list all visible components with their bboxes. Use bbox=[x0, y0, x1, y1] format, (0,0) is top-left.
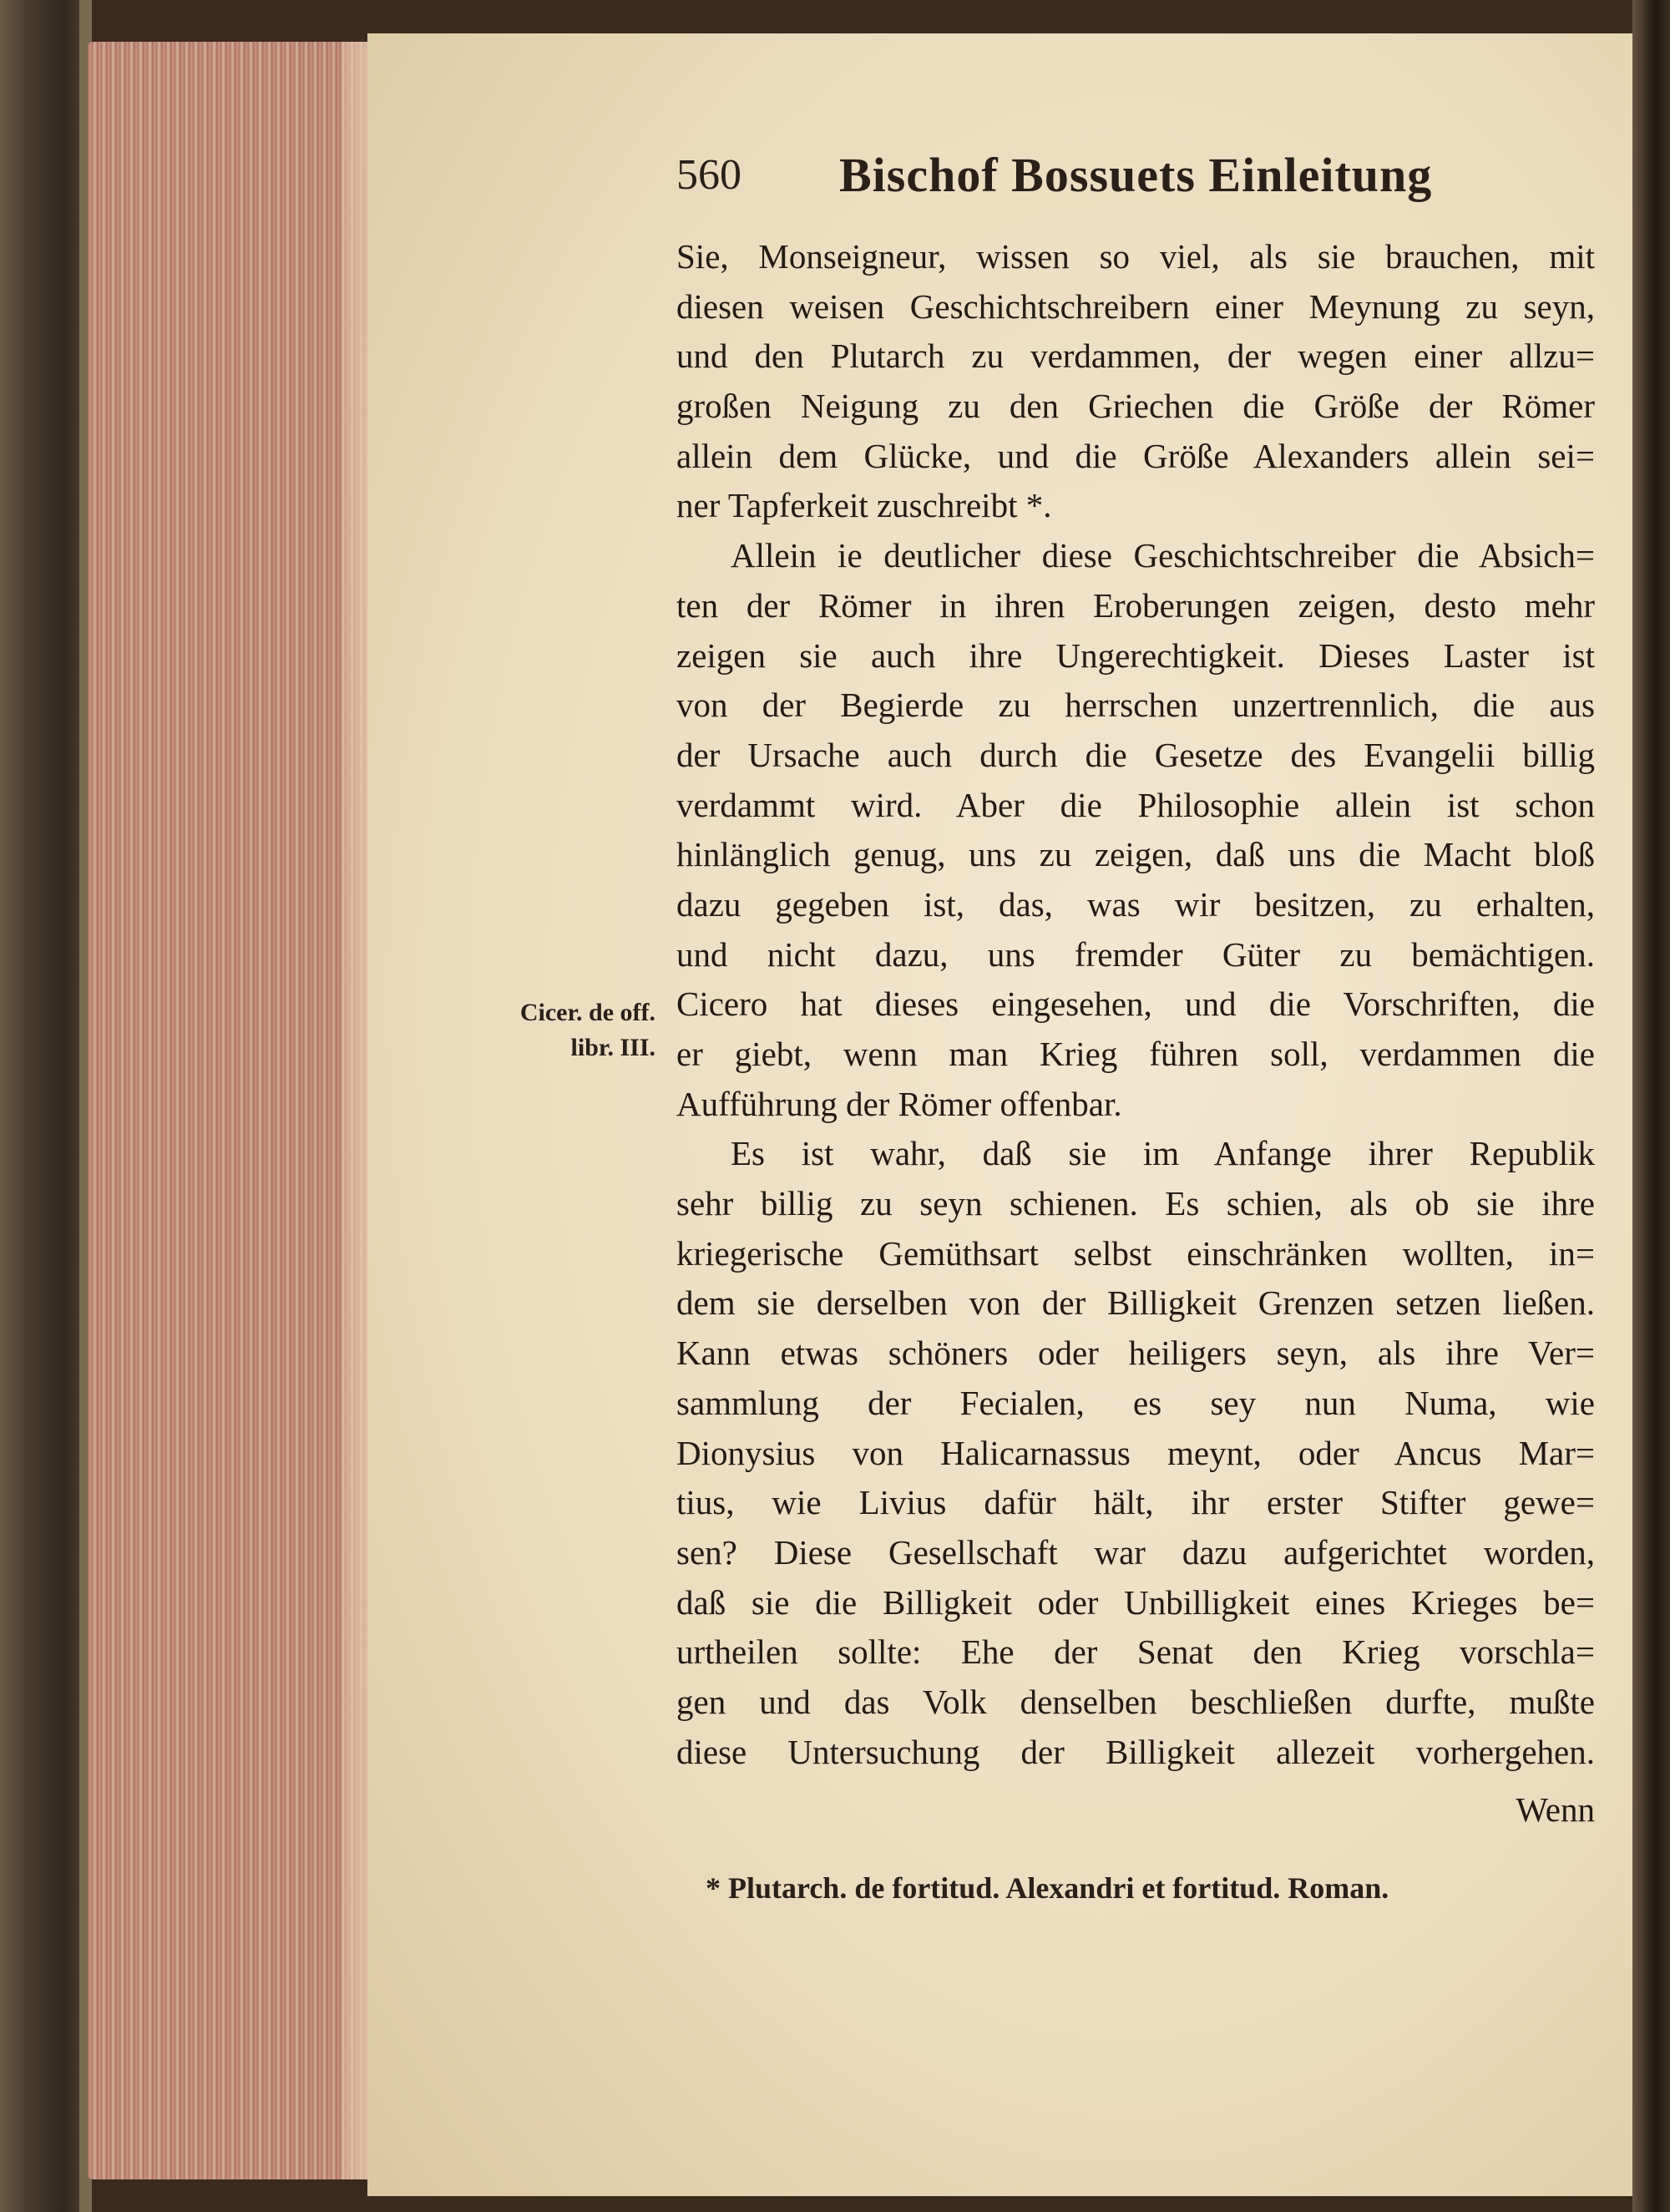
text-line: verdammt wird. Aber die Philosophie allein ist schon bbox=[676, 785, 1595, 824]
text-line: Kann etwas schöners oder heiligers seyn, als ihre Ver= bbox=[676, 1334, 1595, 1373]
text-line: und den Plutarch zu verdammen, der wegen einer allzu= bbox=[676, 337, 1595, 376]
book-gutter bbox=[1632, 0, 1670, 2212]
text-line: und nicht dazu, uns fremder Güter zu bemächtigen. bbox=[676, 934, 1595, 974]
text-line: diesen weisen Geschichtschreibern einer Meynung zu seyn, bbox=[676, 286, 1595, 326]
text-line: hinlänglich genug, uns zu zeigen, daß uns die Macht bloß bbox=[676, 835, 1595, 874]
page-header bbox=[676, 150, 1595, 217]
margin-note-line: libr. III. bbox=[570, 1034, 655, 1061]
text-line: Cicero hat dieses eingesehen, und die Vorschriften, die bbox=[676, 985, 1595, 1024]
text-line: dem sie derselben von der Billigkeit Grenzen setzen ließen. bbox=[676, 1283, 1595, 1323]
text-line: Aufführung der Römer offenbar. bbox=[676, 1084, 1122, 1123]
text-line: ner Tapferkeit zuschreibt *. bbox=[676, 486, 1052, 525]
text-line: tius, wie Livius dafür hält, ihr erster Stifter gewe= bbox=[676, 1483, 1595, 1522]
text-line: allein dem Glücke, und die Größe Alexanders allein sei= bbox=[676, 436, 1595, 475]
body-text bbox=[676, 232, 1595, 1777]
running-head: Bischof Bossuets Einleitung bbox=[839, 148, 1433, 202]
book-cover-spine bbox=[0, 0, 92, 2212]
text-line: von der Begierde zu herrschen unzertrennlich, die aus bbox=[676, 686, 1595, 725]
text-line: sen? Diese Gesellschaft war dazu aufgerichtet worden, bbox=[676, 1532, 1595, 1572]
page-fore-edges bbox=[88, 42, 376, 2179]
text-line: ten der Römer in ihren Eroberungen zeigen, desto mehr bbox=[676, 585, 1595, 625]
footnote: * Plutarch. de fortitud. Alexandri et fortitud. Roman. bbox=[706, 1871, 1389, 1905]
text-line: sehr billig zu seyn schienen. Es schien, als ob sie ihre bbox=[676, 1184, 1595, 1223]
text-line: Dionysius von Halicarnassus meynt, oder Ancus Mar= bbox=[676, 1433, 1595, 1472]
text-line: sammlung der Fecialen, es sey nun Numa, wie bbox=[676, 1383, 1595, 1422]
text-line: Es ist wahr, daß sie im Anfange ihrer Republik bbox=[731, 1134, 1595, 1173]
text-line: diese Untersuchung der Billigkeit allezeit vorhergehen. bbox=[676, 1732, 1595, 1771]
margin-note-line: Cicer. de off. bbox=[519, 999, 655, 1026]
text-line: zeigen sie auch ihre Ungerechtigkeit. Dieses Laster ist bbox=[676, 635, 1595, 675]
page-number: 560 bbox=[676, 151, 741, 199]
text-line: Allein ie deutlicher diese Geschichtschreiber die Absich= bbox=[731, 536, 1595, 575]
catchword: Wenn bbox=[1516, 1790, 1595, 1829]
text-line: großen Neigung zu den Griechen die Größe der Römer bbox=[676, 387, 1595, 426]
margin-note bbox=[520, 995, 655, 1066]
text-line: daß sie die Billigkeit oder Unbilligkeit eines Krieges be= bbox=[676, 1582, 1595, 1622]
text-line: gen und das Volk denselben beschließen durfte, mußte bbox=[676, 1682, 1595, 1721]
text-line: kriegerische Gemüthsart selbst einschränken wollten, in= bbox=[676, 1233, 1595, 1273]
text-line: urtheilen sollte: Ehe der Senat den Krieg vorschla= bbox=[676, 1632, 1595, 1672]
text-line: er giebt, wenn man Krieg führen soll, verdammen die bbox=[676, 1035, 1595, 1073]
text-line: dazu gegeben ist, das, was wir besitzen, zu erhalten, bbox=[676, 884, 1595, 924]
text-line: Sie, Monseigneur, wissen so viel, als sie brauchen, mit bbox=[676, 237, 1595, 276]
text-line: der Ursache auch durch die Gesetze des Evangelii billig bbox=[676, 735, 1595, 774]
